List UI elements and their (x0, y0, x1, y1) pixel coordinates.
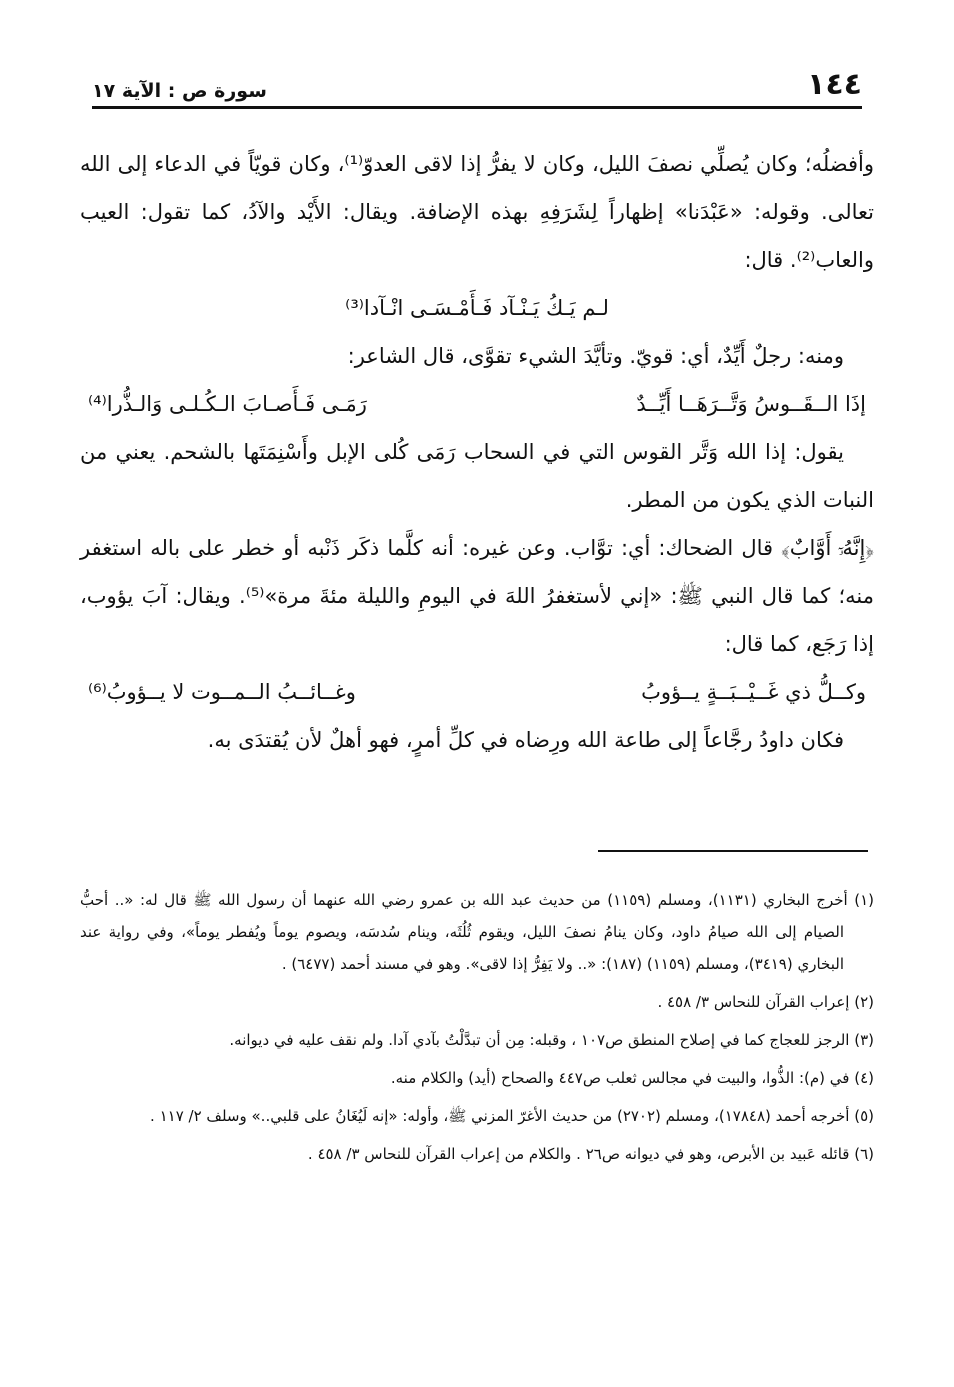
running-title: سورة ص : الآية ١٧ (92, 80, 267, 102)
paragraph-5: فكان داودُ رجَّاعاً إلى طاعة الله ورِضاه في كلِّ أمرٍ، فهو أهلٌ لأن يُقتدَى به. (207, 728, 844, 752)
footnote-separator (598, 850, 868, 852)
footnote-1: (١) أخرج البخاري (١١٣١)، ومسلم (١١٥٩) من حديث عبد الله بن عمرو رضي الله عنهما أن رسول الله ﷺ قال له: «.. أحبُّ الصيام إلى الله صيامُ داود، وكان ينامُ نصفَ الليل، ويقوم ثُلُثَه، وينام سُدسَه، ويصوم يوماً ويُفطر يوماً»، وفي رواية عند البخاري (٣٤١٩)، ومسلم (١١٥٩) (١٨٧): «.. ولا يَفِرُّ إذا لاقى». وهو في مسند أحمد (٦٤٧٧) . (80, 891, 874, 973)
paragraph-1: وأفضلُه؛ وكان يُصلِّي نصفَ الليل، وكان لا يفرُّ إذا لاقى العدوّ⁽¹⁾، وكان قويّاً في الدعاء إلى الله تعالى. وقوله: «عَبْدَنا» إظهاراً لِشَرَفِهِ بهذه الإضافة. ويقال: الأَيْد والآدُ، كما تقول: العيب والعاب⁽²⁾. قال: (80, 152, 875, 272)
verse-1: لـم يَـكُ يَـنْـآد فَـأَمْـسَـى انْـآدا⁽³⁾ (345, 296, 609, 320)
verse-2 (80, 380, 874, 428)
footnote-4: (٤) في (م): الذُّوا، والبيت في مجالس ثعلب ص٤٤٧ والصحاح (أيد) والكلام منه. (390, 1069, 874, 1087)
page-number: ١٤٤ (807, 67, 862, 102)
footnote-3: (٣) الرجز للعجاج كما في إصلاح المنطق ص١٠٧ ، وقبله: مِن أن تبدَّلْتُ بآدي آدا. ولم نقف عليه في ديوانه. (229, 1031, 874, 1049)
footnotes (80, 884, 874, 1176)
footnote-6: (٦) قائله عَبيد بن الأبرص، وهو في ديوانه ص٢٦ . والكلام من إعراب القرآن للنحاس ٣/ ٤٥٨ . (307, 1145, 874, 1163)
paragraph-4: ﴿إِنَّهُۥٓ أَوَّابٌ﴾ قال الضحاك: أي: توَّاب. وعن غيره: أنه كلَّما ذكَر ذَنْبه أو خطر على باله استغفر منه؛ كما قال النبي ﷺ: «إني لأستغفرُ اللهَ في اليومِ والليلة مئةَ مرة»⁽⁵⁾. ويقال: آبَ يؤوب، إذا رَجَع، كما قال: (80, 536, 874, 656)
main-text (80, 140, 874, 764)
paragraph-2: ومنه: رجلٌ أَيِّدٌ، أي: قويّ. وتأيَّدَ الشيء تقوَّى، قال الشاعر: (347, 344, 844, 368)
footnote-5: (٥) أخرجه أحمد (١٧٨٤٨)، ومسلم (٢٧٠٢) من حديث الأغرّ المزني ﷺ، وأوله: «إنه لَيُغَانُ على قلبي..» وسلف ٢/ ١١٧ . (150, 1107, 874, 1125)
verse-3-second-hemistich: وغــائــبُ الــمــوت لا يــؤوبُ⁽⁶⁾ (88, 680, 356, 704)
page-header (92, 62, 862, 109)
verse-2-first-hemistich: إذَا الــقَــوسُ وَتَّــرَهَــا أَيِّــدٌ (636, 392, 866, 416)
paragraph-3: يقول: إذا الله وَتَّر القوس التي في السحاب رَمَى كُلى الإبل وأَسْنِمَتَها بالشحم. يعني من النبات الذي يكون من المطر. (80, 440, 874, 512)
footnote-2: (٢) إعراب القرآن للنحاس ٣/ ٤٥٨ . (657, 993, 874, 1011)
verse-3-first-hemistich: وكــلُّ ذي غَــيْــبَــةٍ يــؤوبُ (641, 680, 866, 704)
verse-3 (80, 668, 874, 716)
verse-2-second-hemistich: رَمَـى فَـأَصـابَ الـكُـلـى وَالـذُّرا⁽⁴⁾ (88, 392, 367, 416)
